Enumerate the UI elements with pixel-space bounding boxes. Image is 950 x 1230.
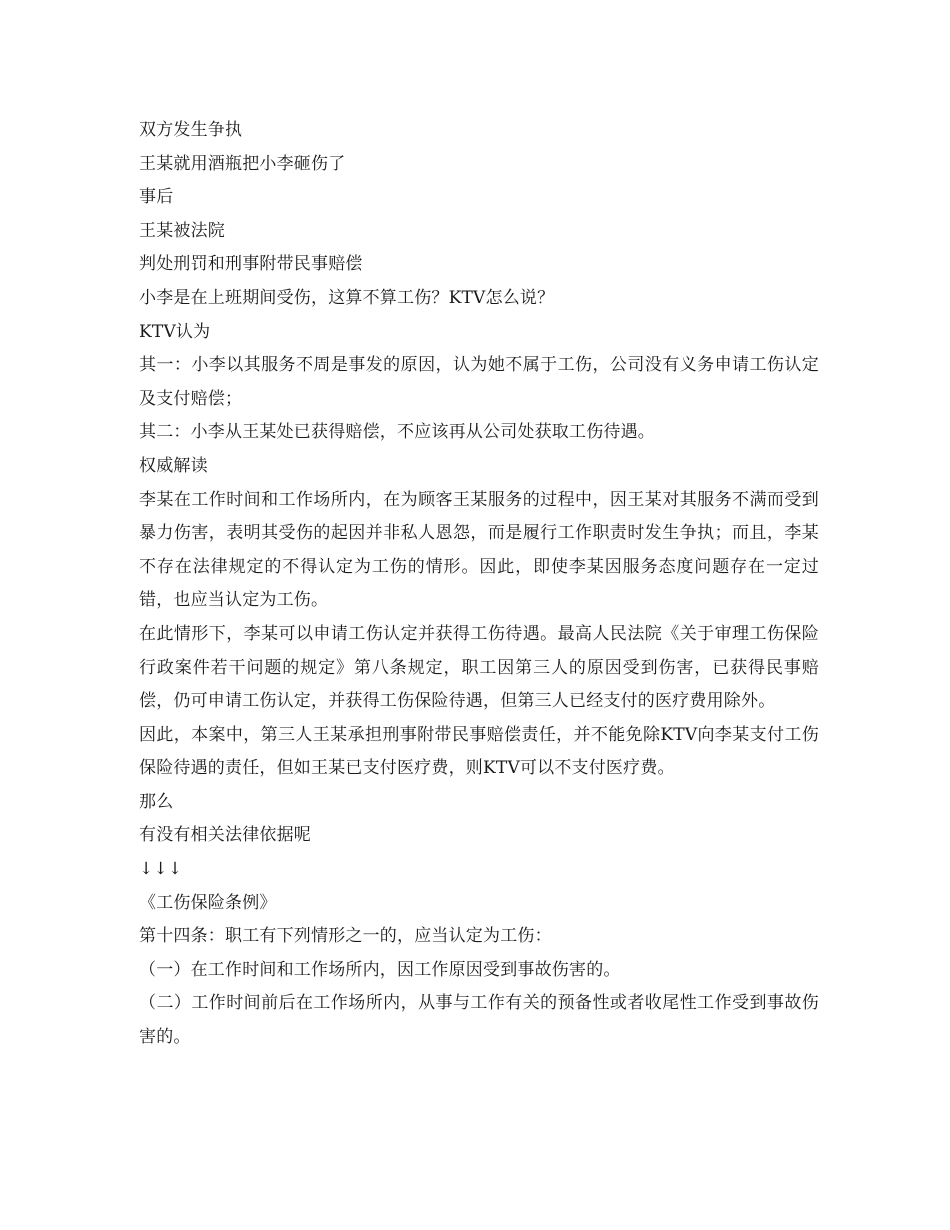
paragraph: 因此，本案中，第三人王某承担刑事附带民事赔偿责任，并不能免除KTV向李某支付工伤保险待遇的责任，但如王某已支付医疗费，则KTV可以不支付医疗费。 <box>139 724 819 779</box>
paragraph: 有没有相关法律依据呢 <box>139 825 311 846</box>
paragraph: KTV认为 <box>139 321 211 342</box>
paragraph: 王某就用酒瓶把小李砸伤了 <box>139 153 346 174</box>
article-clause: （二）工作时间前后在工作场所内，从事与工作有关的预备性或者收尾性工作受到事故伤害的。 <box>139 993 819 1048</box>
paragraph: 那么 <box>139 791 174 812</box>
paragraph: 判处刑罚和刑事附带民事赔偿 <box>139 254 363 275</box>
article-heading: 第十四条：职工有下列情形之一的，应当认定为工伤： <box>139 926 552 947</box>
section-heading: 权威解读 <box>139 455 208 476</box>
paragraph: 李某在工作时间和工作场所内，在为顾客王某服务的过程中，因王某对其服务不满而受到暴力伤害，表明其受伤的起因并非私人恩怨，而是履行工作职责时发生争执；而且，李某不存在法律规定的不得认定为工伤的情形。因此，即使李某因服务态度问题存在一定过错，也应当认定为工伤。 <box>139 489 819 611</box>
article-clause: （一）在工作时间和工作场所内，因工作原因受到事故伤害的。 <box>139 959 621 980</box>
paragraph: 在此情形下，李某可以申请工伤认定并获得工伤待遇。最高人民法院《关于审理工伤保险行政案件若干问题的规定》第八条规定，职工因第三人的原因受到伤害，已获得民事赔偿，仍可申请工伤认定，并获得工伤保险待遇，但第三人已经支付的医疗费用除外。 <box>139 623 819 712</box>
document-body <box>139 114 819 1055</box>
paragraph: 小李是在上班期间受伤，这算不算工伤？KTV怎么说？ <box>139 287 555 308</box>
paragraph: 双方发生争执 <box>139 120 243 140</box>
paragraph: 其二：小李从王某处已获得赔偿，不应该再从公司处获取工伤待遇。 <box>139 422 655 443</box>
paragraph: 其一：小李以其服务不周是事发的原因，认为她不属于工伤，公司没有义务申请工伤认定及支付赔偿； <box>139 355 819 409</box>
paragraph: 王某被法院 <box>139 220 225 241</box>
regulation-title: 《工伤保险条例》 <box>139 892 277 913</box>
paragraph: 事后 <box>139 187 174 208</box>
arrows: ↓↓↓ <box>139 859 183 880</box>
